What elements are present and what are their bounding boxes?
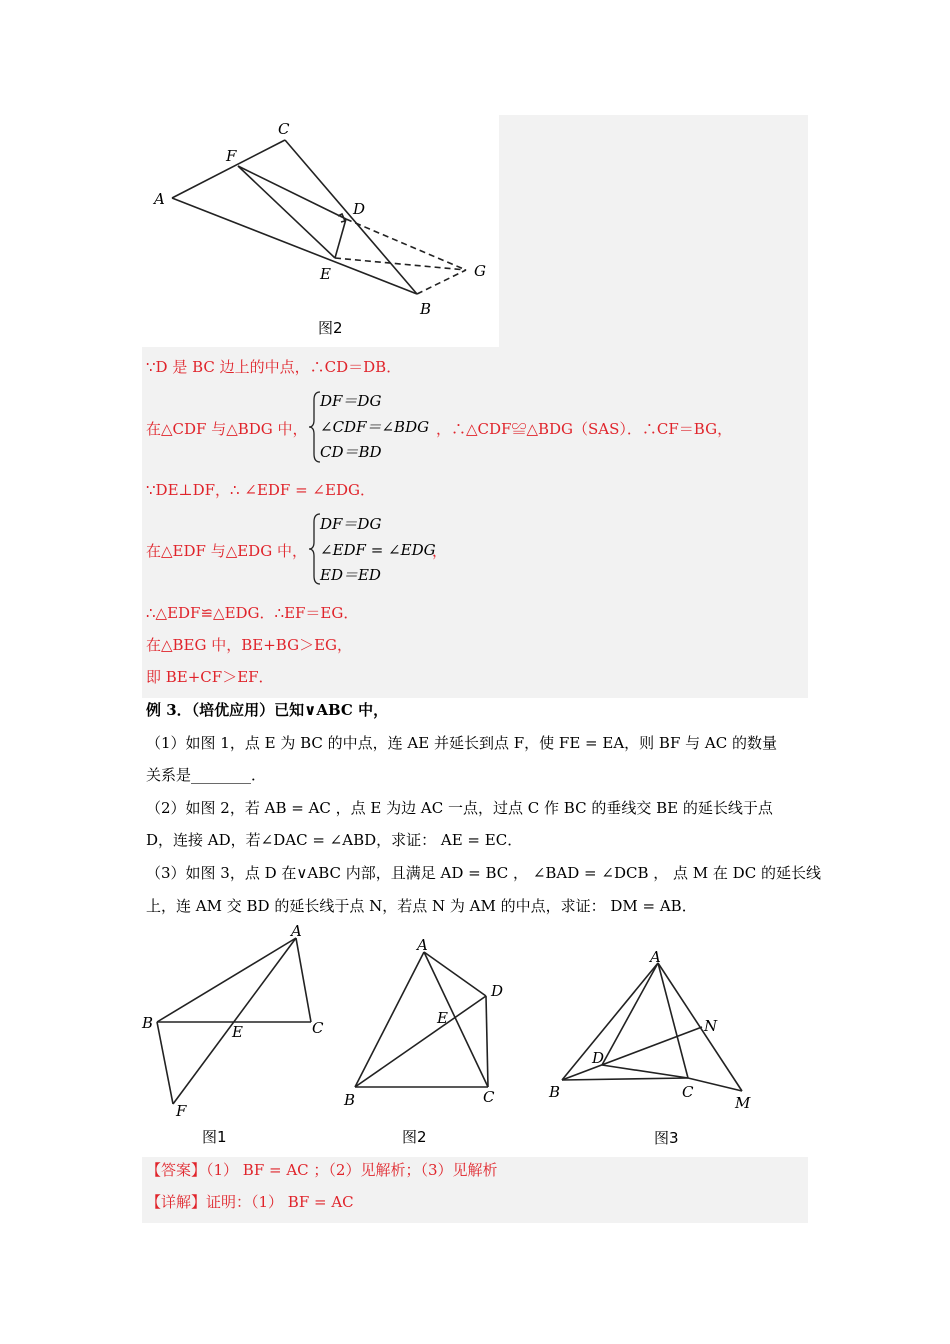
fig3-label-C: C (682, 1083, 694, 1101)
example3-q1a: （1）如图 1，点 E 为 BC 的中点，连 AE 并延长到点 F，使 FE = EA，则 BF 与 AC 的数量 (146, 734, 777, 752)
label-B: B (420, 300, 432, 318)
system1-prefix: 在△CDF 与△BDG 中， (146, 420, 308, 438)
fig2-label-B: B (344, 1091, 356, 1109)
fig2-label-A: A (417, 936, 428, 954)
fig3-label-N: N (704, 1017, 718, 1035)
example3-q2a: （2）如图 2，若 AB = AC ，点 E 为边 AC 一点，过点 C 作 BC 的垂线交 BE 的延长线于点 (146, 799, 773, 817)
figure-caption: 图2 (318, 319, 343, 337)
segment-EG (335, 258, 466, 270)
fig2-label-C: C (483, 1088, 495, 1106)
fig1-label-E: E (232, 1023, 243, 1041)
segment-AB (172, 198, 417, 294)
example3-q3a: （3）如图 3，点 D 在∨ABC 内部，且满足 AD = BC ， ∠BAD = ∠DCB ， 点 M 在 DC 的延长线 (146, 864, 821, 882)
label-F: F (226, 147, 237, 165)
fig1-caption: 图1 (202, 1128, 227, 1146)
figure-1 (140, 922, 330, 1147)
label-E: E (320, 265, 331, 283)
system2-eq1: DF＝DG (320, 515, 382, 533)
fig2-caption: 图2 (402, 1128, 427, 1146)
example3-heading: 例 3．（培优应用）已知∨ABC 中， (146, 701, 389, 719)
solution-line-6: 在△BEG 中，BE+BG＞EG， (146, 636, 353, 654)
right-angle-mark (338, 214, 345, 222)
segment-FE (238, 166, 335, 258)
fig3-label-D: D (592, 1049, 605, 1067)
fig1-label-F: F (176, 1102, 187, 1120)
fig3-caption: 图3 (654, 1129, 679, 1147)
segment-CB (285, 140, 417, 294)
answer-line-1: 【答案】（1） BF = AC ；（2）见解析；（3）见解析 (146, 1161, 498, 1179)
solution-line-5: ∴△EDF≌△EDG．∴EF＝EG． (146, 604, 359, 622)
system2-suffix: ， (432, 542, 448, 560)
system2-eq2: ∠EDF = ∠EDG (320, 541, 436, 559)
segment-BG (417, 270, 466, 294)
example3-q2b: D，连接 AD，若∠DAC = ∠ABD，求证： AE = EC． (146, 831, 523, 849)
solution-line-3: ∵DE⊥DF，∴ ∠EDF = ∠EDG． (146, 481, 375, 499)
figure-3 (545, 945, 760, 1150)
fig2-label-E: E (437, 1009, 448, 1027)
figure-2 (340, 932, 530, 1147)
system1-eq1: DF＝DG (320, 392, 382, 410)
system1-suffix: ，∴△CDF≌△BDG（SAS）．∴CF＝BG， (436, 420, 733, 438)
fig3-label-B: B (549, 1083, 561, 1101)
label-G: G (474, 262, 486, 280)
system1-eq2: ∠CDF＝∠BDG (320, 418, 430, 436)
system2-eq3: ED＝ED (320, 566, 381, 584)
fig1-label-C: C (312, 1019, 324, 1037)
fig3-label-M: M (735, 1094, 751, 1112)
system1-eq3: CD＝BD (320, 443, 382, 461)
fig3-label-A: A (650, 948, 661, 966)
solution-line-7: 即 BE+CF＞EF． (146, 668, 274, 686)
fig2-label-D: D (491, 982, 504, 1000)
system2-prefix: 在△EDF 与△EDG 中， (146, 542, 307, 560)
example3-q3b: 上，连 AM 交 BD 的延长线于点 N，若点 N 为 AM 的中点，求证： DM = AB． (146, 897, 697, 915)
fig1-label-A: A (291, 922, 302, 940)
label-D: D (353, 200, 366, 218)
solution-line-1: ∵D 是 BC 边上的中点，∴CD＝DB． (146, 358, 402, 376)
segment-ED (335, 219, 346, 258)
example3-q1b: 关系是________． (146, 766, 267, 784)
figure-2-top-drawing (142, 115, 499, 347)
label-C: C (278, 120, 290, 138)
label-A: A (154, 190, 165, 208)
fig1-label-B: B (142, 1014, 154, 1032)
segment-DG (346, 219, 466, 270)
answer-line-2: 【详解】证明：（1） BF = AC (146, 1193, 354, 1211)
